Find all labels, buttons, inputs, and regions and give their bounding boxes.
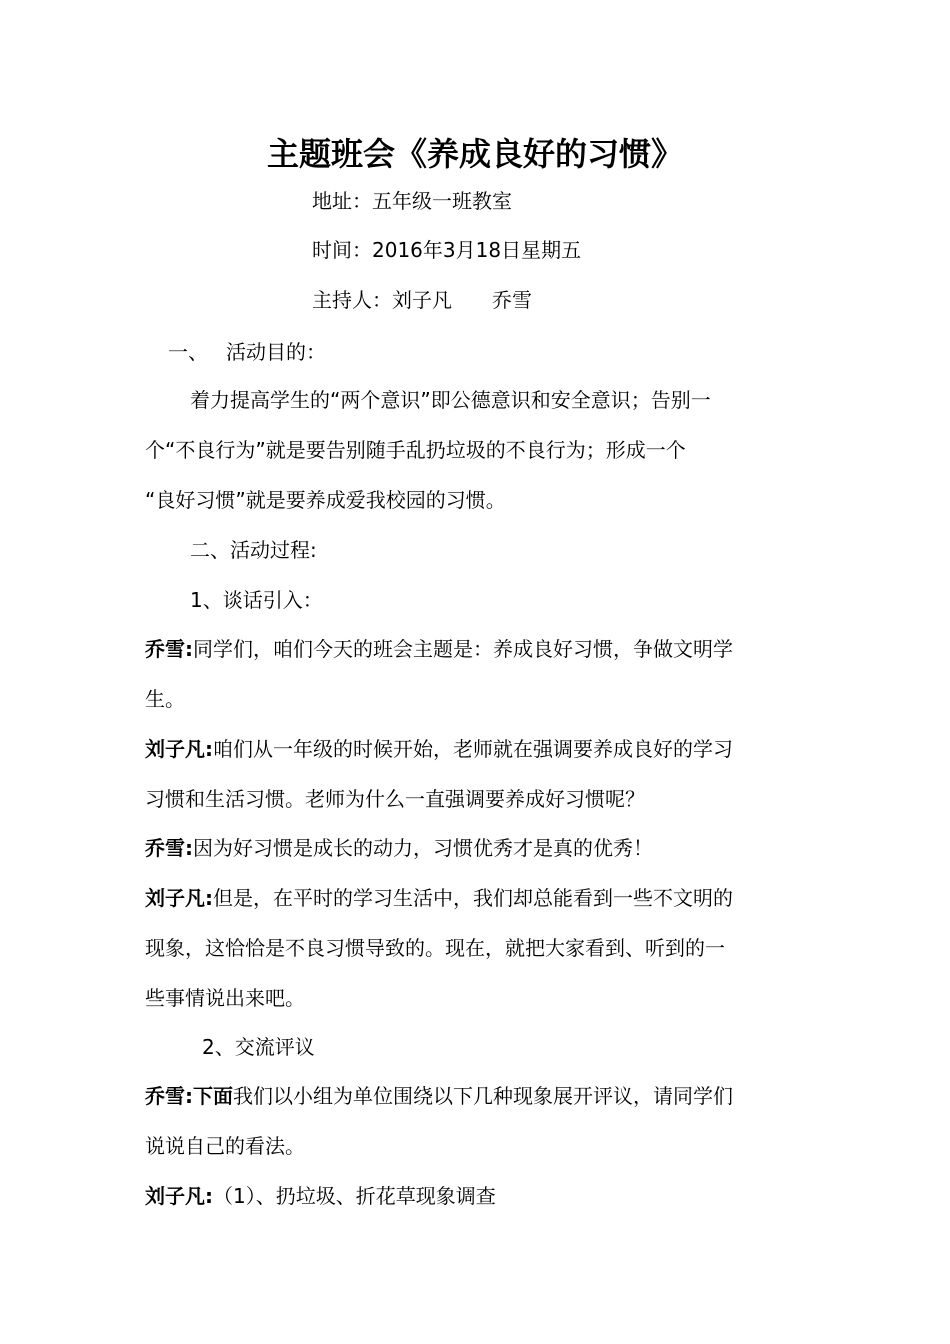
document-title: 主题班会《养成良好的习惯》 bbox=[266, 135, 683, 173]
section1-number: 一、 bbox=[168, 340, 208, 364]
host-label: 主持人：刘子凡 bbox=[312, 288, 452, 312]
dialogue-line bbox=[145, 635, 733, 663]
dialogue-line bbox=[145, 1082, 733, 1110]
purpose-line: 个“不良行为”就是要告别随手乱扔垃圾的不良行为；形成一个 bbox=[145, 438, 686, 462]
speaker-name: 乔雪: bbox=[145, 836, 193, 860]
dialogue-text: 同学们，咱们今天的班会主题是：养成良好习惯，争做文明学 bbox=[193, 637, 733, 661]
dialogue-line bbox=[145, 685, 185, 713]
dialogue-text: 生。 bbox=[145, 687, 185, 711]
step2-heading: 2、交流评议 bbox=[202, 1035, 315, 1059]
dialogue-text: 现象，这恰恰是不良习惯导致的。现在，就把大家看到、听到的一 bbox=[145, 936, 725, 960]
step1-heading: 1、谈话引入： bbox=[190, 588, 323, 612]
dialogue-text: 说说自己的看法。 bbox=[145, 1134, 305, 1158]
dialogue-text: 习惯和生活习惯。老师为什么一直强调要养成好习惯呢？ bbox=[145, 787, 645, 811]
speaker-name: 乔雪:下面 bbox=[145, 1084, 233, 1108]
dialogue-line bbox=[145, 984, 305, 1012]
dialogue-text: 我们以小组为单位围绕以下几种现象展开评议，请同学们 bbox=[233, 1084, 733, 1108]
dialogue-text: 但是，在平时的学习生活中，我们却总能看到一些不文明的 bbox=[213, 886, 733, 910]
purpose-line: 着力提高学生的“两个意识”即公德意识和安全意识；告别一 bbox=[190, 388, 711, 412]
speaker-name: 刘子凡: bbox=[145, 1184, 213, 1208]
dialogue-line bbox=[145, 884, 733, 912]
speaker-name: 乔雪: bbox=[145, 637, 193, 661]
dialogue-line bbox=[145, 934, 725, 962]
purpose-line: “良好习惯”就是要养成爱我校园的习惯。 bbox=[145, 488, 506, 512]
dialogue-text: （1）、扔垃圾、折花草现象调查 bbox=[213, 1184, 496, 1208]
dialogue-line bbox=[145, 735, 733, 763]
section1-title: 活动目的： bbox=[226, 340, 326, 364]
section1-heading bbox=[168, 338, 326, 366]
time-line: 时间：2016年3月18日星期五 bbox=[312, 238, 582, 262]
speaker-name: 刘子凡: bbox=[145, 737, 213, 761]
address-line: 地址：五年级一班教室 bbox=[312, 189, 512, 213]
speaker-name: 刘子凡: bbox=[145, 886, 213, 910]
dialogue-line bbox=[145, 1182, 496, 1210]
dialogue-line bbox=[145, 785, 645, 813]
dialogue-text: 因为好习惯是成长的动力，习惯优秀才是真的优秀！ bbox=[193, 836, 653, 860]
dialogue-line bbox=[145, 834, 653, 862]
dialogue-text: 些事情说出来吧。 bbox=[145, 986, 305, 1010]
host-second: 乔雪 bbox=[492, 288, 532, 312]
host-line bbox=[312, 286, 532, 314]
dialogue-line bbox=[145, 1132, 305, 1160]
dialogue-text: 咱们从一年级的时候开始，老师就在强调要养成良好的学习 bbox=[213, 737, 733, 761]
section2-heading: 二、活动过程: bbox=[190, 538, 317, 562]
